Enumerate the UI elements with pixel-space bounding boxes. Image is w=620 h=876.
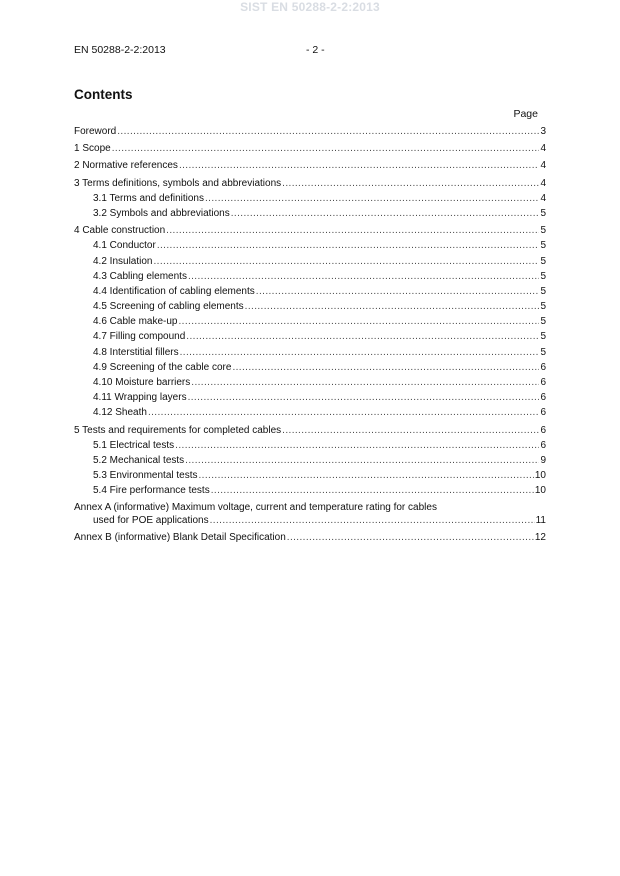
table-of-contents <box>74 124 546 545</box>
toc-entry[interactable] <box>74 375 546 390</box>
toc-entry[interactable] <box>74 329 546 344</box>
toc-entry[interactable] <box>74 124 546 139</box>
toc-entry-page: 5 <box>540 255 546 267</box>
toc-entry-label: 5.2 Mechanical tests <box>93 454 185 466</box>
toc-entry-label: Annex B (informative) Blank Detail Specification <box>74 531 286 543</box>
toc-entry-page: 5 <box>540 316 546 328</box>
toc-entry[interactable] <box>74 438 546 453</box>
toc-leader-dots <box>179 158 540 173</box>
toc-leader-dots <box>245 299 540 314</box>
toc-leader-dots <box>282 176 539 191</box>
toc-entry-page: 5 <box>540 225 546 237</box>
toc-entry-page: 6 <box>540 407 546 419</box>
toc-entry-label: 4.11 Wrapping layers <box>93 392 187 404</box>
toc-entry-page: 5 <box>540 285 546 297</box>
toc-leader-dots <box>199 468 534 483</box>
toc-entry-page: 5 <box>540 331 546 343</box>
toc-entry-label: 2 Normative references <box>74 160 178 172</box>
toc-leader-dots <box>211 483 534 498</box>
toc-leader-dots <box>188 390 540 405</box>
toc-entry[interactable] <box>74 390 546 405</box>
toc-leader-dots <box>185 453 539 468</box>
toc-entry-label: 1 Scope <box>74 143 111 155</box>
toc-entry-label: 3.2 Symbols and abbreviations <box>93 207 230 219</box>
toc-entry-label: Foreword <box>74 126 117 137</box>
toc-entry-label: 5.3 Environmental tests <box>93 470 198 482</box>
toc-entry[interactable] <box>74 468 546 483</box>
toc-entry[interactable] <box>74 191 546 206</box>
toc-leader-dots <box>117 124 539 139</box>
toc-leader-dots <box>232 360 539 375</box>
toc-entry-page: 5 <box>540 301 546 313</box>
toc-entry[interactable] <box>74 314 546 329</box>
toc-entry-page: 6 <box>540 377 546 388</box>
toc-leader-dots <box>188 269 539 284</box>
toc-entry[interactable] <box>74 141 546 156</box>
toc-entry-page: 9 <box>540 454 546 466</box>
toc-leader-dots <box>166 223 539 238</box>
toc-leader-dots <box>186 329 539 344</box>
toc-entry-page: 5 <box>540 240 546 252</box>
toc-entry[interactable] <box>74 423 546 438</box>
toc-entry-label: 4.8 Interstitial fillers <box>93 346 179 358</box>
toc-entry[interactable] <box>74 206 546 221</box>
toc-entry[interactable] <box>74 284 546 299</box>
toc-leader-dots <box>287 530 534 545</box>
toc-entry-label: 4.12 Sheath <box>93 407 147 419</box>
toc-entry-page: 6 <box>540 424 546 436</box>
toc-leader-dots <box>231 206 540 221</box>
toc-entry-page: 5 <box>540 207 546 219</box>
toc-entry-page: 4 <box>540 177 546 189</box>
contents-heading: Contents <box>74 87 133 102</box>
document-id: EN 50288-2-2:2013 <box>74 44 166 56</box>
toc-leader-dots <box>148 405 540 420</box>
toc-entry[interactable] <box>74 238 546 253</box>
page-column-label: Page <box>513 108 538 120</box>
toc-leader-dots <box>210 514 535 527</box>
toc-leader-dots <box>205 191 539 206</box>
toc-leader-dots <box>175 438 539 453</box>
toc-entry[interactable] <box>74 483 546 498</box>
toc-entry[interactable] <box>74 176 546 191</box>
toc-entry[interactable] <box>74 254 546 269</box>
toc-entry-label: 5.4 Fire performance tests <box>93 485 210 497</box>
toc-leader-dots <box>256 284 540 299</box>
toc-entry-page: 5 <box>540 270 546 282</box>
toc-entry-page: 4 <box>540 192 546 204</box>
toc-entry-label: 4.10 Moisture barriers <box>93 377 191 388</box>
toc-entry-label: 4.4 Identification of cabling elements <box>93 285 255 297</box>
toc-entry-label: 5 Tests and requirements for completed cables <box>74 424 282 436</box>
toc-entry-label: 4 Cable construction <box>74 225 166 237</box>
toc-entry-page: 4 <box>540 143 546 155</box>
toc-entry-label: 4.7 Filling compound <box>93 331 186 343</box>
toc-entry[interactable] <box>74 453 546 468</box>
toc-leader-dots <box>191 375 539 390</box>
watermark: SIST EN 50288-2-2:2013 <box>240 0 380 14</box>
toc-entry[interactable] <box>74 299 546 314</box>
toc-entry-page: 10 <box>534 485 546 497</box>
toc-entry-page: 6 <box>540 361 546 373</box>
toc-entry[interactable] <box>74 269 546 284</box>
toc-entry-label: 3 Terms definitions, symbols and abbreviations <box>74 177 282 189</box>
toc-entry[interactable] <box>74 158 546 173</box>
toc-entry-label: 3.1 Terms and definitions <box>93 192 204 204</box>
toc-entry-page: 6 <box>540 392 546 404</box>
toc-leader-dots <box>282 423 539 438</box>
toc-entry-label: 4.9 Screening of the cable core <box>93 361 232 373</box>
toc-entry-page: 5 <box>540 346 546 358</box>
toc-leader-dots <box>157 238 540 253</box>
toc-entry-label: used for POE applications <box>93 514 209 526</box>
toc-entry-label: 4.5 Screening of cabling elements <box>93 301 244 313</box>
toc-entry-page: 4 <box>540 160 546 172</box>
toc-entry[interactable] <box>74 360 546 375</box>
toc-entry-page: 3 <box>540 126 546 137</box>
toc-entry-annex-b[interactable] <box>74 530 546 545</box>
toc-entry-label: 4.6 Cable make-up <box>93 316 178 328</box>
toc-entry-label: 4.3 Cabling elements <box>93 270 187 282</box>
toc-entry-label: 4.2 Insulation <box>93 255 153 267</box>
toc-leader-dots <box>179 314 540 329</box>
toc-leader-dots <box>112 141 540 156</box>
toc-leader-dots <box>154 254 540 269</box>
toc-entry-label: Annex A (informative) Maximum voltage, current and temperature rating for cables <box>74 501 437 513</box>
toc-entry-page: 12 <box>534 531 546 543</box>
toc-entry[interactable] <box>74 405 546 420</box>
toc-entry-page: 11 <box>535 514 546 526</box>
toc-entry-page: 10 <box>534 470 546 482</box>
toc-entry[interactable] <box>74 223 546 238</box>
toc-entry-label: 5.1 Electrical tests <box>93 439 175 451</box>
toc-entry-annex-a[interactable] <box>74 501 546 527</box>
toc-entry-label: 4.1 Conductor <box>93 240 156 252</box>
toc-leader-dots <box>180 345 540 360</box>
page-number: - 2 - <box>306 44 325 56</box>
toc-entry[interactable] <box>74 345 546 360</box>
toc-entry-page: 6 <box>540 439 546 451</box>
